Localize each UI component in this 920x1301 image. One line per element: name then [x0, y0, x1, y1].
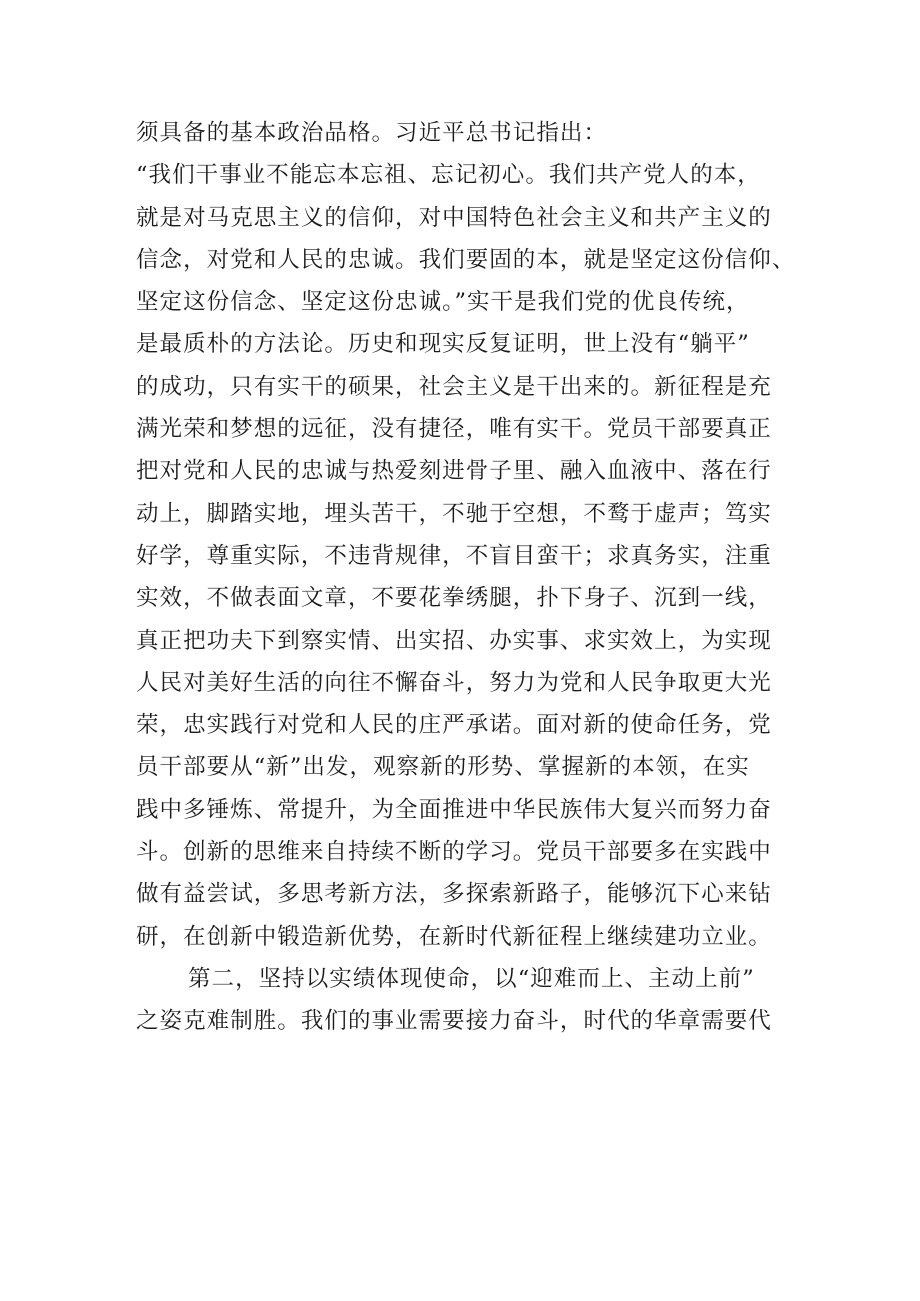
text-line: 人民对美好生活的向往不懈奋斗，努力为党和人民争取更大光 [136, 669, 772, 696]
text-line: 研，在创新中锻造新优势，在新时代新征程上继续建功立业。 [136, 923, 772, 950]
text-line: 荣，忠实践行对党和人民的庄严承诺。面对新的使命任务，党 [136, 712, 772, 739]
text-line: 做有益尝试，多思考新方法，多探索新路子，能够沉下心来钻 [136, 881, 772, 908]
text-line: 把对党和人民的忠诚与热爱刻进骨子里、融入血液中、落在行 [136, 458, 772, 485]
text-line: 动上，脚踏实地，埋头苦干，不驰于空想，不鹜于虚声；笃实 [136, 500, 772, 527]
text-line: 员干部要从“新”出发，观察新的形势、掌握新的本领，在实 [136, 754, 750, 781]
document-body [136, 112, 796, 1043]
text-line: 须具备的基本政治品格。习近平总书记指出： [136, 120, 608, 146]
text-line: “我们干事业不能忘本忘祖、忘记初心。我们共产党人的本， [136, 162, 761, 189]
text-line: 斗。创新的思维来自持续不断的学习。党员干部要多在实践中 [136, 839, 772, 866]
text-line: 信念，对党和人民的忠诚。我们要固的本，就是坚定这份信仰、 [136, 246, 796, 273]
paragraph-start-line: 第二，坚持以实绩体现使命，以“迎难而上、主动上前” [188, 965, 755, 992]
text-line: 满光荣和梦想的远征，没有捷径，唯有实干。党员干部要真正 [136, 416, 772, 443]
text-line: 是最质朴的方法论。历史和现实反复证明，世上没有“躺平” [136, 331, 750, 358]
text-line: 就是对马克思主义的信仰，对中国特色社会主义和共产主义的 [136, 204, 772, 231]
text-line: 坚定这份信念、坚定这份忠诚。”实干是我们党的优良传统， [136, 289, 750, 316]
text-line: 践中多锤炼、常提升，为全面推进中华民族伟大复兴而努力奋 [136, 796, 772, 823]
text-line: 实效，不做表面文章，不要花拳绣腿，扑下身子、沉到一线， [136, 585, 772, 612]
text-line: 真正把功夫下到察实情、出实招、办实事、求实效上，为实现 [136, 627, 772, 654]
text-line: 的成功，只有实干的硕果，社会主义是干出来的。新征程是充 [136, 373, 772, 400]
text-line: 好学，尊重实际，不违背规律，不盲目蛮干；求真务实，注重 [136, 542, 772, 569]
text-line: 之姿克难制胜。我们的事业需要接力奋斗，时代的华章需要代 [136, 1008, 772, 1035]
